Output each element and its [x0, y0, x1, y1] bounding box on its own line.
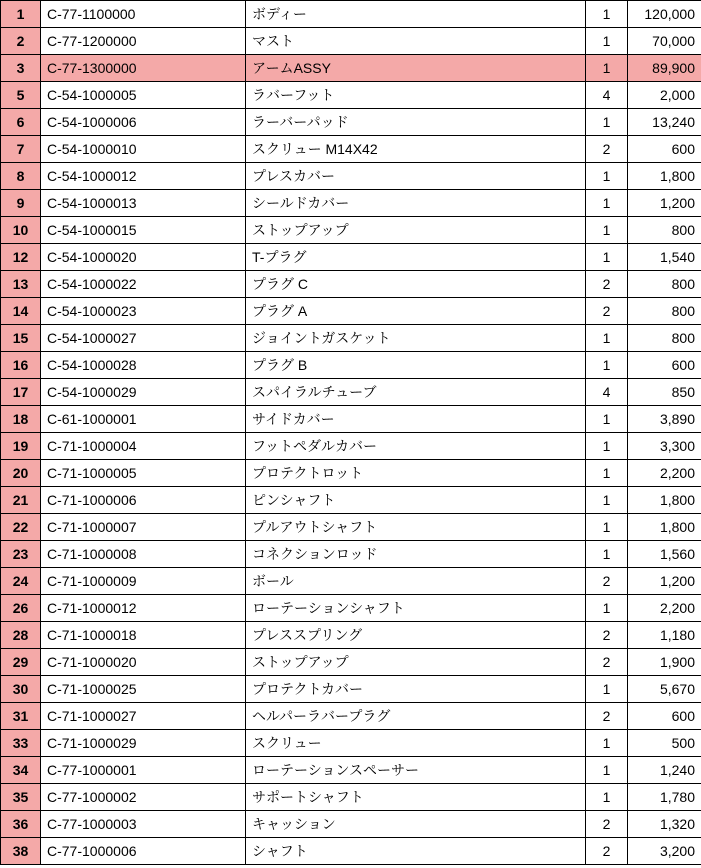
- quantity-cell: 1: [586, 487, 628, 514]
- part-name-cell: プレスカバー: [246, 163, 586, 190]
- quantity-cell: 2: [586, 649, 628, 676]
- part-code-cell: C-71-1000020: [41, 649, 246, 676]
- table-row[interactable]: [1, 1, 701, 28]
- part-code-cell: C-71-1000018: [41, 622, 246, 649]
- part-name-cell: スクリュー M14X42: [246, 136, 586, 163]
- quantity-cell: 1: [586, 217, 628, 244]
- table-row[interactable]: [1, 730, 701, 757]
- row-number-cell: 3: [1, 55, 41, 82]
- part-code-cell: C-54-1000023: [41, 298, 246, 325]
- table-row[interactable]: [1, 298, 701, 325]
- table-row[interactable]: [1, 28, 701, 55]
- row-number-cell: 34: [1, 757, 41, 784]
- part-name-cell: シャフト: [246, 838, 586, 865]
- quantity-cell: 4: [586, 379, 628, 406]
- row-number-cell: 7: [1, 136, 41, 163]
- quantity-cell: 1: [586, 541, 628, 568]
- part-code-cell: C-71-1000012: [41, 595, 246, 622]
- price-cell: 1,320: [628, 811, 701, 838]
- row-number-cell: 10: [1, 217, 41, 244]
- quantity-cell: 1: [586, 595, 628, 622]
- part-code-cell: C-77-1100000: [41, 1, 246, 28]
- row-number-cell: 20: [1, 460, 41, 487]
- row-number-cell: 18: [1, 406, 41, 433]
- row-number-cell: 14: [1, 298, 41, 325]
- part-code-cell: C-71-1000009: [41, 568, 246, 595]
- part-name-cell: ローテーションスペーサー: [246, 757, 586, 784]
- row-number-cell: 5: [1, 82, 41, 109]
- price-cell: 800: [628, 217, 701, 244]
- price-cell: 1,540: [628, 244, 701, 271]
- part-code-cell: C-54-1000012: [41, 163, 246, 190]
- row-number-cell: 36: [1, 811, 41, 838]
- price-cell: 800: [628, 325, 701, 352]
- row-number-cell: 17: [1, 379, 41, 406]
- part-name-cell: ラバーフット: [246, 82, 586, 109]
- table-row[interactable]: [1, 838, 701, 865]
- part-code-cell: C-54-1000010: [41, 136, 246, 163]
- part-code-cell: C-54-1000020: [41, 244, 246, 271]
- price-cell: 800: [628, 298, 701, 325]
- row-number-cell: 31: [1, 703, 41, 730]
- table-row[interactable]: [1, 163, 701, 190]
- price-cell: 1,800: [628, 163, 701, 190]
- part-name-cell: ヘルパーラバープラグ: [246, 703, 586, 730]
- price-cell: 3,890: [628, 406, 701, 433]
- quantity-cell: 2: [586, 568, 628, 595]
- quantity-cell: 1: [586, 460, 628, 487]
- table-row[interactable]: [1, 811, 701, 838]
- price-cell: 600: [628, 136, 701, 163]
- price-cell: 600: [628, 703, 701, 730]
- table-row[interactable]: [1, 703, 701, 730]
- row-number-cell: 24: [1, 568, 41, 595]
- row-number-cell: 2: [1, 28, 41, 55]
- part-name-cell: コネクションロッド: [246, 541, 586, 568]
- price-cell: 13,240: [628, 109, 701, 136]
- part-name-cell: プレススプリング: [246, 622, 586, 649]
- quantity-cell: 1: [586, 163, 628, 190]
- quantity-cell: 1: [586, 325, 628, 352]
- quantity-cell: 1: [586, 433, 628, 460]
- table-row[interactable]: [1, 406, 701, 433]
- price-cell: 1,800: [628, 487, 701, 514]
- part-name-cell: プロテクトロット: [246, 460, 586, 487]
- part-code-cell: C-71-1000007: [41, 514, 246, 541]
- part-name-cell: アームASSY: [246, 55, 586, 82]
- price-cell: 1,200: [628, 190, 701, 217]
- part-code-cell: C-54-1000013: [41, 190, 246, 217]
- part-name-cell: ジョイントガスケット: [246, 325, 586, 352]
- part-code-cell: C-77-1000003: [41, 811, 246, 838]
- quantity-cell: 1: [586, 406, 628, 433]
- part-code-cell: C-77-1000001: [41, 757, 246, 784]
- price-cell: 2,000: [628, 82, 701, 109]
- table-row[interactable]: [1, 622, 701, 649]
- price-cell: 1,900: [628, 649, 701, 676]
- part-name-cell: ローテーションシャフト: [246, 595, 586, 622]
- quantity-cell: 2: [586, 136, 628, 163]
- table-row[interactable]: [1, 82, 701, 109]
- part-code-cell: C-71-1000005: [41, 460, 246, 487]
- price-cell: 1,560: [628, 541, 701, 568]
- part-code-cell: C-71-1000027: [41, 703, 246, 730]
- table-row[interactable]: [1, 784, 701, 811]
- part-code-cell: C-77-1000002: [41, 784, 246, 811]
- table-row[interactable]: [1, 325, 701, 352]
- part-name-cell: スクリュー: [246, 730, 586, 757]
- price-cell: 89,900: [628, 55, 701, 82]
- part-name-cell: プラグ A: [246, 298, 586, 325]
- part-name-cell: ラーバーパッド: [246, 109, 586, 136]
- part-code-cell: C-71-1000029: [41, 730, 246, 757]
- part-code-cell: C-54-1000005: [41, 82, 246, 109]
- price-cell: 850: [628, 379, 701, 406]
- part-code-cell: C-71-1000004: [41, 433, 246, 460]
- part-name-cell: ボール: [246, 568, 586, 595]
- row-number-cell: 19: [1, 433, 41, 460]
- row-number-cell: 15: [1, 325, 41, 352]
- part-name-cell: スパイラルチューブ: [246, 379, 586, 406]
- quantity-cell: 1: [586, 676, 628, 703]
- part-code-cell: C-54-1000027: [41, 325, 246, 352]
- quantity-cell: 1: [586, 352, 628, 379]
- row-number-cell: 13: [1, 271, 41, 298]
- price-cell: 1,780: [628, 784, 701, 811]
- table-row[interactable]: [1, 541, 701, 568]
- quantity-cell: 1: [586, 757, 628, 784]
- quantity-cell: 1: [586, 109, 628, 136]
- table-row[interactable]: [1, 352, 701, 379]
- row-number-cell: 26: [1, 595, 41, 622]
- table-row[interactable]: [1, 568, 701, 595]
- row-number-cell: 1: [1, 1, 41, 28]
- table-row[interactable]: [1, 379, 701, 406]
- part-code-cell: C-54-1000015: [41, 217, 246, 244]
- part-name-cell: プラグ C: [246, 271, 586, 298]
- part-code-cell: C-71-1000008: [41, 541, 246, 568]
- table-row[interactable]: [1, 109, 701, 136]
- part-code-cell: C-77-1200000: [41, 28, 246, 55]
- part-name-cell: サポートシャフト: [246, 784, 586, 811]
- price-cell: 5,670: [628, 676, 701, 703]
- row-number-cell: 22: [1, 514, 41, 541]
- table-row[interactable]: [1, 271, 701, 298]
- row-number-cell: 12: [1, 244, 41, 271]
- part-code-cell: C-54-1000028: [41, 352, 246, 379]
- part-code-cell: C-54-1000029: [41, 379, 246, 406]
- parts-table-body: [1, 1, 701, 865]
- quantity-cell: 2: [586, 838, 628, 865]
- part-name-cell: ピンシャフト: [246, 487, 586, 514]
- part-name-cell: キャッション: [246, 811, 586, 838]
- part-code-cell: C-61-1000001: [41, 406, 246, 433]
- part-code-cell: C-77-1300000: [41, 55, 246, 82]
- part-code-cell: C-71-1000006: [41, 487, 246, 514]
- quantity-cell: 1: [586, 244, 628, 271]
- quantity-cell: 1: [586, 28, 628, 55]
- part-name-cell: T-プラグ: [246, 244, 586, 271]
- quantity-cell: 2: [586, 271, 628, 298]
- quantity-cell: 1: [586, 55, 628, 82]
- row-number-cell: 8: [1, 163, 41, 190]
- part-name-cell: フットペダルカバー: [246, 433, 586, 460]
- quantity-cell: 2: [586, 298, 628, 325]
- table-row[interactable]: [1, 136, 701, 163]
- row-number-cell: 28: [1, 622, 41, 649]
- part-code-cell: C-77-1000006: [41, 838, 246, 865]
- table-row[interactable]: [1, 514, 701, 541]
- part-name-cell: ボディー: [246, 1, 586, 28]
- table-row[interactable]: [1, 244, 701, 271]
- quantity-cell: 2: [586, 622, 628, 649]
- row-number-cell: 16: [1, 352, 41, 379]
- table-row[interactable]: [1, 757, 701, 784]
- table-row[interactable]: [1, 595, 701, 622]
- part-name-cell: シールドカバー: [246, 190, 586, 217]
- row-number-cell: 6: [1, 109, 41, 136]
- part-code-cell: C-71-1000025: [41, 676, 246, 703]
- part-name-cell: プロテクトカバー: [246, 676, 586, 703]
- table-row[interactable]: [1, 676, 701, 703]
- table-row[interactable]: [1, 460, 701, 487]
- quantity-cell: 1: [586, 784, 628, 811]
- row-number-cell: 38: [1, 838, 41, 865]
- row-number-cell: 35: [1, 784, 41, 811]
- quantity-cell: 4: [586, 82, 628, 109]
- part-name-cell: プルアウトシャフト: [246, 514, 586, 541]
- part-code-cell: C-54-1000006: [41, 109, 246, 136]
- row-number-cell: 21: [1, 487, 41, 514]
- price-cell: 3,300: [628, 433, 701, 460]
- row-number-cell: 9: [1, 190, 41, 217]
- price-cell: 1,800: [628, 514, 701, 541]
- table-row[interactable]: [1, 487, 701, 514]
- row-number-cell: 23: [1, 541, 41, 568]
- quantity-cell: 2: [586, 703, 628, 730]
- price-cell: 120,000: [628, 1, 701, 28]
- quantity-cell: 1: [586, 730, 628, 757]
- part-name-cell: プラグ B: [246, 352, 586, 379]
- part-name-cell: マスト: [246, 28, 586, 55]
- price-cell: 70,000: [628, 28, 701, 55]
- row-number-cell: 30: [1, 676, 41, 703]
- table-row[interactable]: [1, 55, 701, 82]
- part-name-cell: ストップアップ: [246, 649, 586, 676]
- quantity-cell: 1: [586, 190, 628, 217]
- price-cell: 500: [628, 730, 701, 757]
- quantity-cell: 1: [586, 1, 628, 28]
- part-name-cell: ストップアップ: [246, 217, 586, 244]
- row-number-cell: 33: [1, 730, 41, 757]
- price-cell: 600: [628, 352, 701, 379]
- price-cell: 2,200: [628, 460, 701, 487]
- price-cell: 1,200: [628, 568, 701, 595]
- table-row[interactable]: [1, 190, 701, 217]
- price-cell: 2,200: [628, 595, 701, 622]
- price-cell: 3,200: [628, 838, 701, 865]
- quantity-cell: 2: [586, 811, 628, 838]
- part-code-cell: C-54-1000022: [41, 271, 246, 298]
- price-cell: 1,180: [628, 622, 701, 649]
- row-number-cell: 29: [1, 649, 41, 676]
- quantity-cell: 1: [586, 514, 628, 541]
- table-row[interactable]: [1, 649, 701, 676]
- price-cell: 800: [628, 271, 701, 298]
- part-name-cell: サイドカバー: [246, 406, 586, 433]
- table-row[interactable]: [1, 217, 701, 244]
- price-cell: 1,240: [628, 757, 701, 784]
- table-row[interactable]: [1, 433, 701, 460]
